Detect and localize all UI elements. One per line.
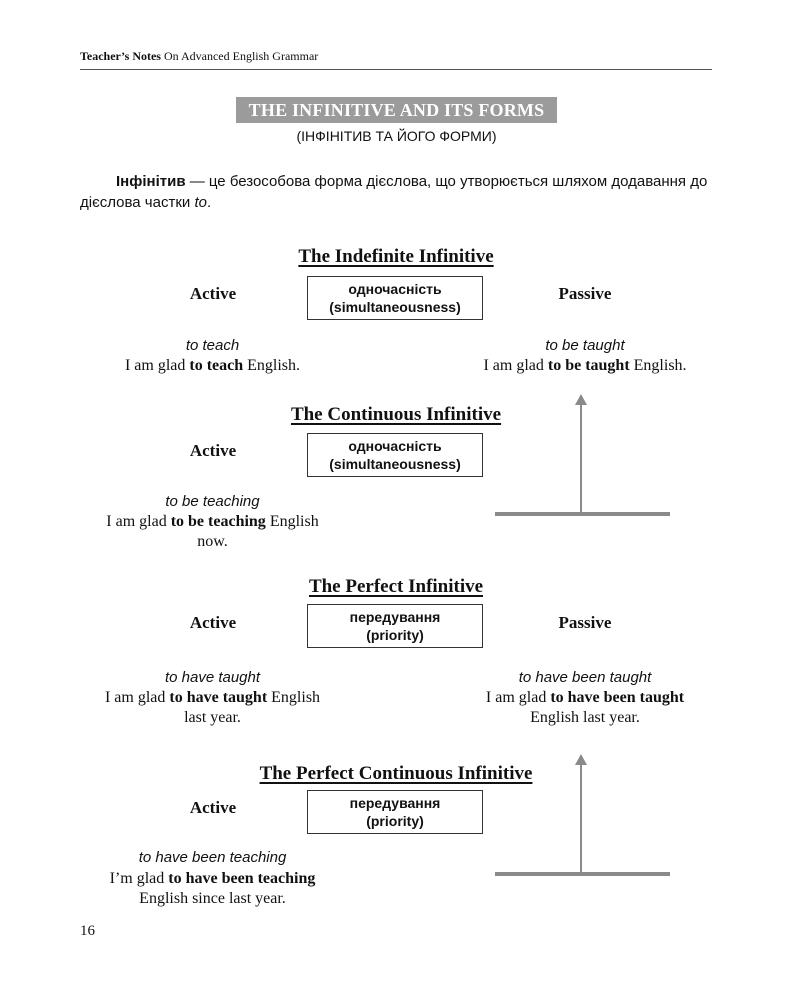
meaning-box <box>307 276 483 320</box>
example-bold: to be teaching <box>170 513 266 530</box>
example-text: English <box>267 689 321 706</box>
example-line <box>60 512 365 532</box>
example-text: I am glad <box>106 513 171 530</box>
meaning-box-line1: передування <box>349 795 441 811</box>
intro-particle: to <box>194 194 207 211</box>
meaning-box-line2: (priority) <box>366 627 424 643</box>
active-form: to teach <box>185 337 240 354</box>
example-line-2: now. <box>197 533 228 550</box>
meaning-box <box>307 433 483 477</box>
page-subtitle: (ІНФІНІТИВ ТА ЙОГО ФОРМИ) <box>296 128 497 144</box>
example-bold: to have been teaching <box>168 870 316 887</box>
active-example <box>60 356 365 376</box>
meaning-box-line2: (simultaneousness) <box>329 299 461 315</box>
example-bold: to teach <box>189 357 244 374</box>
running-header-rest: On Advanced English Grammar <box>160 49 319 63</box>
example-line <box>430 688 740 708</box>
passive-form: to have been taught <box>518 669 652 686</box>
example-text: I am glad <box>483 357 548 374</box>
passive-label: Passive <box>558 613 612 632</box>
example-bold: to be taught <box>547 357 630 374</box>
meaning-box <box>307 790 483 834</box>
active-label: Active <box>189 613 237 632</box>
active-form: to have been teaching <box>138 849 287 866</box>
example-bold: to have been taught <box>550 689 685 706</box>
example-text: English. <box>243 357 301 374</box>
page-number: 16 <box>80 923 95 939</box>
section-title-perfect-continuous: The Perfect Continuous Infinitive <box>259 763 533 784</box>
example-text: I am glad <box>104 689 170 706</box>
example-line-2: last year. <box>184 709 241 726</box>
section-title-perfect: The Perfect Infinitive <box>308 576 484 597</box>
page-title: THE INFINITIVE AND ITS FORMS <box>236 97 557 123</box>
example-bold: to have taught <box>169 689 268 706</box>
meaning-box-line1: одночасність <box>348 281 442 297</box>
active-label: Active <box>189 441 237 460</box>
active-label: Active <box>189 798 237 817</box>
active-example <box>60 512 365 552</box>
active-form: to be teaching <box>165 493 260 510</box>
running-header <box>80 49 318 64</box>
example-line <box>60 869 365 889</box>
meaning-box-line1: одночасність <box>348 438 442 454</box>
header-rule <box>80 69 712 70</box>
passive-label: Passive <box>558 284 612 303</box>
running-header-bold: Teacher’s Notes <box>80 49 161 63</box>
example-text: I am glad <box>124 357 190 374</box>
active-example <box>60 869 365 909</box>
intro-term: Інфінітив <box>116 173 186 190</box>
example-text: English. <box>629 357 687 374</box>
meaning-box <box>307 604 483 648</box>
example-text: I’m glad <box>109 870 169 887</box>
example-line-2: English last year. <box>530 709 640 726</box>
passive-form: to be taught <box>545 337 625 354</box>
meaning-box-line2: (simultaneousness) <box>329 456 461 472</box>
example-text: I am glad <box>485 689 551 706</box>
example-line <box>60 688 365 708</box>
example-line-2: English since last year. <box>139 890 286 907</box>
section-title-indefinite: The Indefinite Infinitive <box>298 246 494 267</box>
passive-example <box>430 356 740 376</box>
section-title-continuous: The Continuous Infinitive <box>290 404 502 425</box>
intro-text-1: — це безособова форма дієслова, що утворюється шляхом додавання до дієслова частки <box>80 173 708 211</box>
meaning-box-line2: (priority) <box>366 813 424 829</box>
intro-paragraph <box>80 171 720 213</box>
example-text: English <box>265 513 319 530</box>
active-example <box>60 688 365 728</box>
intro-text-2: . <box>206 194 212 211</box>
active-form: to have taught <box>164 669 261 686</box>
meaning-box-line1: передування <box>349 609 441 625</box>
active-label: Active <box>189 284 237 303</box>
passive-example <box>430 688 740 728</box>
